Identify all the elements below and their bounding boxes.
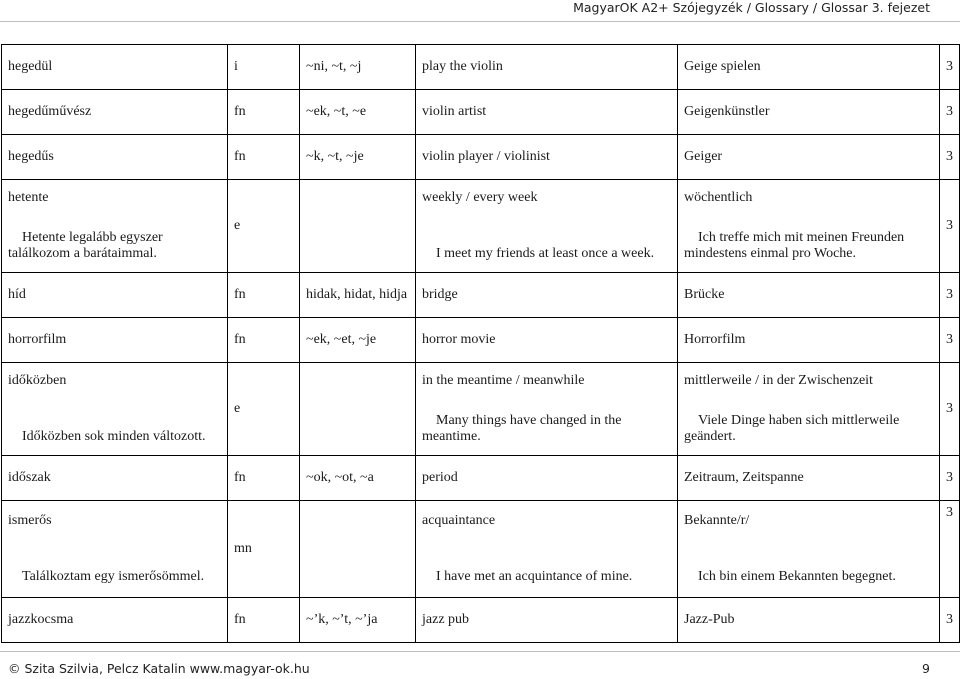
- english-cell: [416, 363, 678, 456]
- headword: horrorfilm: [2, 318, 228, 363]
- part-of-speech: fn: [228, 135, 300, 180]
- english-translation: weekly / every week: [422, 190, 538, 205]
- english-translation: violin player / violinist: [416, 135, 678, 180]
- german-translation: Jazz-Pub: [678, 598, 940, 643]
- german-translation: Horrorfilm: [678, 318, 940, 363]
- example-hungarian: Hetente legalább egyszer találkozom a barátaimmal.: [8, 230, 163, 261]
- headword: időközben: [8, 373, 67, 388]
- english-cell: [416, 501, 678, 598]
- german-translation: Zeitraum, Zeitspanne: [678, 456, 940, 501]
- german-cell: [678, 180, 940, 273]
- page-number: 9: [922, 661, 930, 676]
- headword: ismerős: [8, 513, 52, 528]
- example-german: Viele Dinge haben sich mittlerweile geändert.: [684, 413, 900, 444]
- part-of-speech: e: [228, 180, 300, 273]
- chapter-number: 3: [940, 135, 960, 180]
- headword: híd: [2, 273, 228, 318]
- english-translation: period: [416, 456, 678, 501]
- table-row: [2, 501, 960, 598]
- headword-cell: [2, 363, 228, 456]
- chapter-number: 3: [940, 363, 960, 456]
- chapter-number: 3: [940, 456, 960, 501]
- table-row: [2, 598, 960, 643]
- headword: jazzkocsma: [2, 598, 228, 643]
- page-header-title: MagyarOK A2+ Szójegyzék / Glossary / Glossar 3. fejezet: [573, 0, 930, 15]
- glossary-table: [1, 44, 960, 643]
- english-translation: violin artist: [416, 90, 678, 135]
- part-of-speech: fn: [228, 318, 300, 363]
- german-translation: Brücke: [678, 273, 940, 318]
- german-translation: Geiger: [678, 135, 940, 180]
- chapter-number: 3: [940, 598, 960, 643]
- english-cell: [416, 180, 678, 273]
- header-divider: [0, 21, 960, 22]
- part-of-speech: e: [228, 363, 300, 456]
- german-translation: Geigenkünstler: [678, 90, 940, 135]
- english-translation: play the violin: [416, 45, 678, 90]
- word-forms: [300, 501, 416, 598]
- word-forms: ~ok, ~ot, ~a: [300, 456, 416, 501]
- page-footer: [8, 660, 930, 678]
- table-row: [2, 456, 960, 501]
- chapter-number: 3: [940, 180, 960, 273]
- english-translation: jazz pub: [416, 598, 678, 643]
- part-of-speech: fn: [228, 598, 300, 643]
- headword: hegedül: [2, 45, 228, 90]
- example-hungarian: Találkoztam egy ismerősömmel.: [22, 569, 205, 584]
- headword-cell: [2, 501, 228, 598]
- table-row: [2, 363, 960, 456]
- german-translation: Geige spielen: [678, 45, 940, 90]
- chapter-number: 3: [940, 318, 960, 363]
- footer-copyright: © Szita Szilvia, Pelcz Katalin www.magyar-ok.hu: [8, 661, 310, 676]
- example-german: Ich treffe mich mit meinen Freunden mindestens einmal pro Woche.: [684, 230, 905, 261]
- table-row: [2, 45, 960, 90]
- chapter-number: 3: [940, 90, 960, 135]
- headword: időszak: [2, 456, 228, 501]
- example-english: I meet my friends at least once a week.: [436, 246, 655, 261]
- word-forms: [300, 180, 416, 273]
- part-of-speech: fn: [228, 456, 300, 501]
- table-row: [2, 318, 960, 363]
- english-translation: acquaintance: [422, 513, 496, 528]
- table-row: [2, 180, 960, 273]
- headword: hegedűművész: [2, 90, 228, 135]
- english-translation: horror movie: [416, 318, 678, 363]
- example-english: Many things have changed in the meantime.: [422, 413, 622, 444]
- part-of-speech: i: [228, 45, 300, 90]
- english-translation: bridge: [416, 273, 678, 318]
- chapter-number: 3: [940, 273, 960, 318]
- part-of-speech: fn: [228, 90, 300, 135]
- german-cell: [678, 501, 940, 598]
- word-forms: ~ek, ~t, ~e: [300, 90, 416, 135]
- english-translation: in the meantime / meanwhile: [422, 373, 585, 388]
- headword-cell: [2, 180, 228, 273]
- german-translation: mittlerweile / in der Zwischenzeit: [684, 373, 873, 388]
- german-cell: [678, 363, 940, 456]
- headword: hegedűs: [2, 135, 228, 180]
- word-forms: ~k, ~t, ~je: [300, 135, 416, 180]
- table-row: [2, 90, 960, 135]
- example-hungarian: Időközben sok minden változott.: [22, 429, 206, 444]
- chapter-number: 3: [940, 501, 960, 598]
- table-row: [2, 273, 960, 318]
- word-forms: ~ek, ~et, ~je: [300, 318, 416, 363]
- word-forms: ~’k, ~’t, ~’ja: [300, 598, 416, 643]
- table-row: [2, 135, 960, 180]
- word-forms: [300, 363, 416, 456]
- german-translation: wöchentlich: [684, 190, 753, 205]
- word-forms: ~ni, ~t, ~j: [300, 45, 416, 90]
- german-translation: Bekannte/r/: [684, 513, 750, 528]
- part-of-speech: mn: [228, 501, 300, 598]
- part-of-speech: fn: [228, 273, 300, 318]
- word-forms: hidak, hidat, hidja: [300, 273, 416, 318]
- chapter-number: 3: [940, 45, 960, 90]
- footer-divider: [0, 651, 960, 652]
- example-english: I have met an acquintance of mine.: [436, 569, 633, 584]
- example-german: Ich bin einem Bekannten begegnet.: [698, 569, 896, 584]
- headword: hetente: [8, 190, 49, 205]
